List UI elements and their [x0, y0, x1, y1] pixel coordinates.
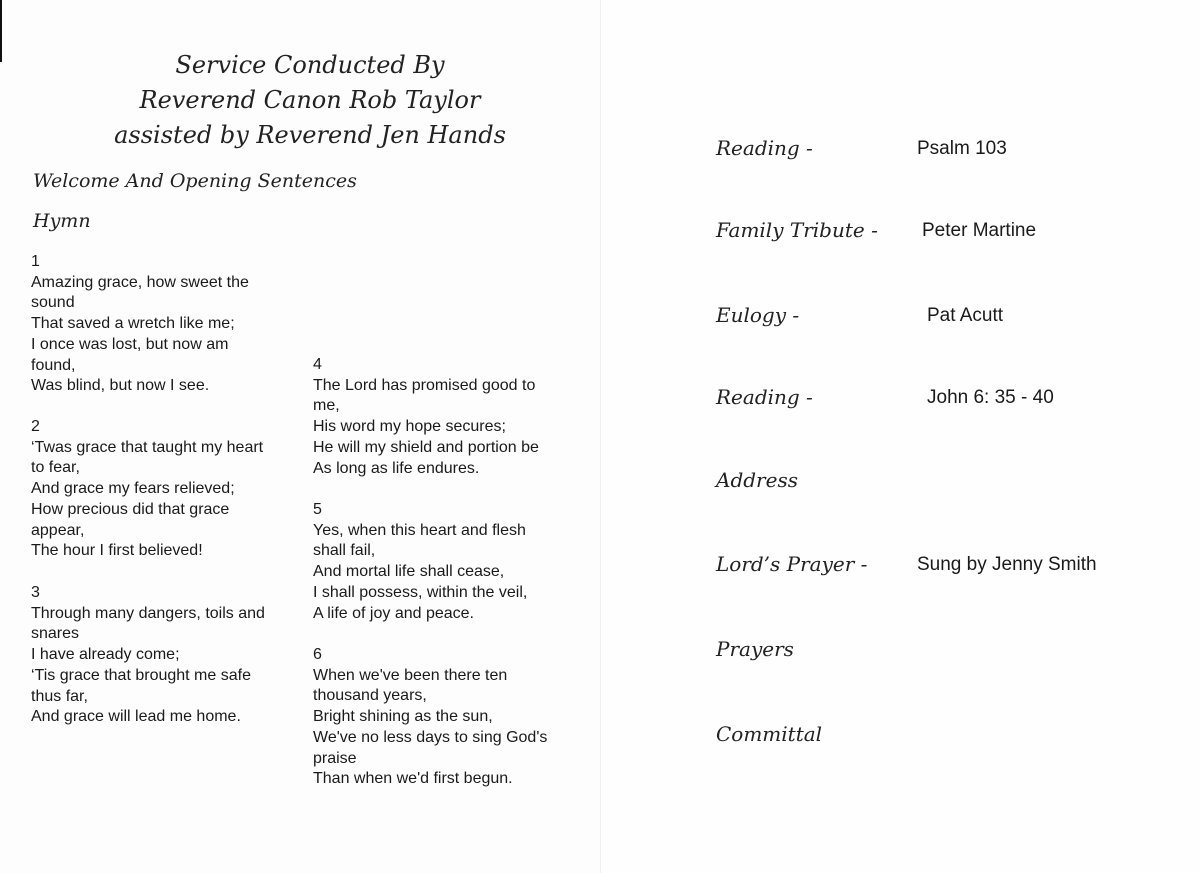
verse-line: I once was lost, but now am: [31, 335, 229, 353]
heading-line-1: Service Conducted By: [175, 51, 445, 79]
order-label-committal: Committal: [716, 722, 823, 746]
verse-line: When we've been there ten: [313, 666, 508, 684]
hymn-heading: Hymn: [33, 210, 91, 232]
verse-line: The hour I first believed!: [31, 542, 203, 560]
order-label-lords-prayer: Lord’s Prayer -: [716, 552, 868, 576]
order-label-family-tribute: Family Tribute -: [716, 218, 878, 242]
verse-line: me,: [313, 397, 340, 415]
verse-number: 3: [31, 584, 40, 601]
verse-line: appear,: [31, 521, 85, 539]
order-value-lords-prayer: Sung by Jenny Smith: [917, 554, 1097, 575]
verse-line: Amazing grace, how sweet the: [31, 273, 249, 291]
verse-line: A life of joy and peace.: [313, 604, 474, 622]
verse-number: 2: [31, 418, 40, 435]
verse-number: 6: [313, 646, 322, 663]
order-value-family-tribute: Peter Martine: [922, 220, 1037, 241]
heading-line-2: Reverend Canon Rob Taylor: [139, 86, 481, 114]
verse-number: 1: [31, 253, 40, 270]
verse-line: found,: [31, 356, 76, 374]
verse-line: We've no less days to sing God's: [313, 728, 548, 746]
order-label-address: Address: [716, 468, 798, 492]
verse-line: I shall possess, within the veil,: [313, 583, 528, 601]
order-label-reading-2: Reading -: [716, 385, 813, 409]
verse-line: ‘Twas grace that taught my heart: [31, 438, 264, 456]
verse-number: 5: [313, 501, 322, 518]
order-value-reading-2: John 6: 35 - 40: [927, 387, 1054, 408]
hymn-verse-1: [31, 252, 299, 397]
verse-line: And grace my fears relieved;: [31, 480, 235, 498]
verse-line: He will my shield and portion be: [313, 438, 539, 456]
verse-line: Bright shining as the sun,: [313, 708, 493, 726]
verse-line: I have already come;: [31, 646, 180, 664]
hymn-verse-2: [31, 417, 299, 562]
order-label-eulogy: Eulogy -: [716, 303, 800, 327]
verse-line: to fear,: [31, 459, 80, 477]
verse-line: That saved a wretch like me;: [31, 315, 235, 333]
verse-line: thus far,: [31, 687, 88, 705]
verse-number: 4: [313, 356, 322, 373]
verse-line: The Lord has promised good to: [313, 376, 536, 394]
order-label-reading: Reading -: [716, 136, 813, 160]
verse-line: sound: [31, 294, 75, 312]
verse-line: Than when we'd first begun.: [313, 770, 513, 788]
order-label-prayers: Prayers: [716, 637, 794, 661]
hymn-verse-5: [313, 500, 581, 624]
verse-line: Through many dangers, toils and: [31, 604, 265, 622]
hymn-verse-3: [31, 583, 299, 728]
verse-line: And grace will lead me home.: [31, 708, 241, 726]
verse-line: And mortal life shall cease,: [313, 563, 505, 581]
verse-line: thousand years,: [313, 687, 427, 705]
verse-line: Was blind, but now I see.: [31, 377, 210, 395]
verse-line: ‘Tis grace that brought me safe: [31, 666, 251, 684]
verse-line: snares: [31, 625, 80, 643]
verse-line: How precious did that grace: [31, 500, 230, 518]
verse-line: As long as life endures.: [313, 459, 480, 477]
hymn-verse-6: [313, 645, 581, 790]
order-value-eulogy: Pat Acutt: [927, 305, 1004, 326]
verse-line: shall fail,: [313, 542, 376, 560]
heading-line-3: assisted by Reverend Jen Hands: [114, 121, 506, 149]
order-value-reading: Psalm 103: [917, 138, 1007, 159]
verse-line: Yes, when this heart and flesh: [313, 521, 526, 539]
verse-line: praise: [313, 749, 357, 767]
welcome-heading: Welcome And Opening Sentences: [33, 170, 357, 192]
hymn-verse-4: [313, 355, 581, 479]
right-page: [600, 0, 1200, 873]
verse-line: His word my hope secures;: [313, 418, 506, 436]
